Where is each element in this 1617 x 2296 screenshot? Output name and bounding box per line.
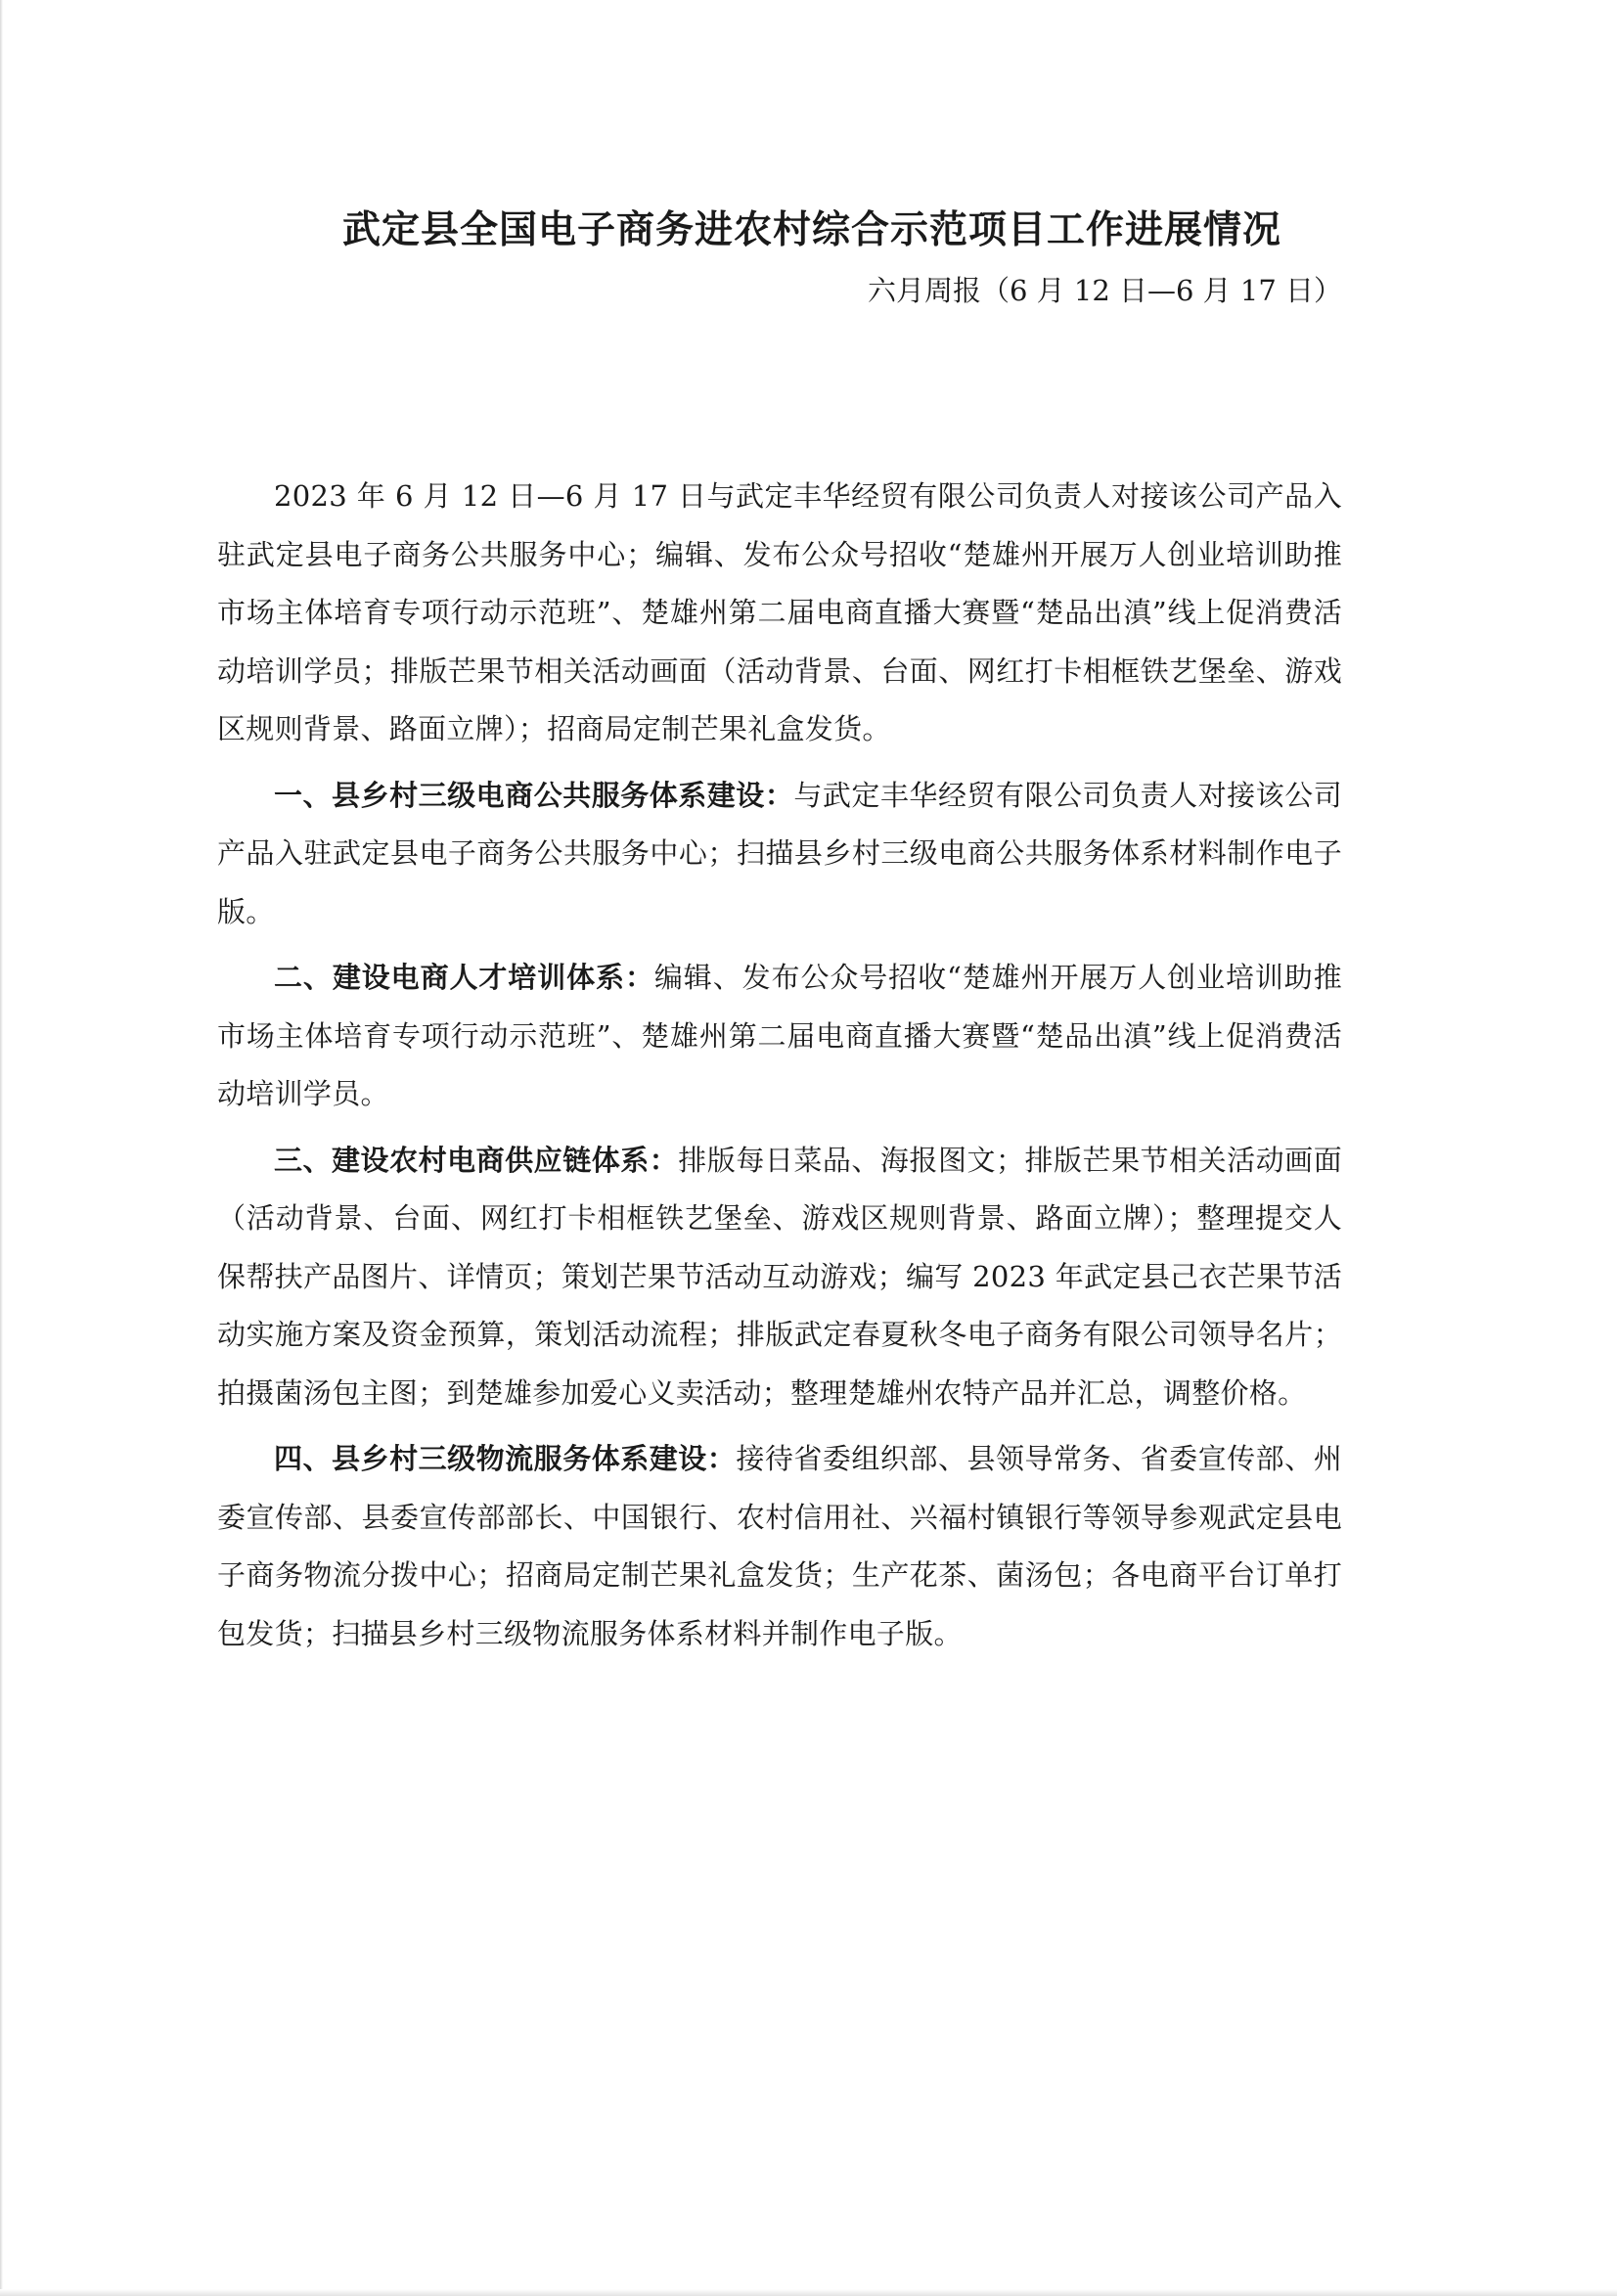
section-3-heading: 三、建设农村电商供应链体系： xyxy=(274,1143,679,1177)
section-4-heading: 四、县乡村三级物流服务体系建设： xyxy=(274,1442,737,1475)
section-1-heading: 一、县乡村三级电商公共服务体系建设： xyxy=(274,778,794,812)
scan-edge-left xyxy=(0,0,3,2296)
section-3-text: 排版每日菜品、海报图文；排版芒果节相关活动画面（活动背景、台面、网红打卡相框铁艺堡垒、游戏区规则背景、路面立牌）；整理提交人保帮扶产品图片、详情页；策划芒果节活动互动游戏；编写 2023 年武定县己衣芒果节活动实施方案及资金预算，策划活动流程；排版武定春夏秋冬电子商务有限公司领导名片；拍摄菌汤包主图；到楚雄参加爱心义卖活动；整理楚雄州农特产品并汇总，调整价格。 xyxy=(217,1143,1343,1410)
section-3-paragraph xyxy=(217,1132,1342,1423)
document-body xyxy=(217,468,1342,1671)
intro-paragraph: 2023 年 6 月 12 日—6 月 17 日与武定丰华经贸有限公司负责人对接该公司产品入驻武定县电子商务公共服务中心；编辑、发布公众号招收“楚雄州开展万人创业培训助推市场主体培育专项行动示范班”、楚雄州第二届电商直播大赛暨“楚品出滇”线上促消费活动培训学员；排版芒果节相关活动画面（活动背景、台面、网红打卡相框铁艺堡垒、游戏区规则背景、路面立牌）；招商局定制芒果礼盒发货。 xyxy=(217,479,1342,745)
section-2-heading: 二、建设电商人才培训体系： xyxy=(274,961,654,994)
document-subtitle: 六月周报（6 月 12 日—6 月 17 日） xyxy=(867,274,1342,307)
section-4-paragraph xyxy=(217,1430,1342,1663)
section-2-text: 编辑、发布公众号招收“楚雄州开展万人创业培训助推市场主体培育专项行动示范班”、楚雄州第二届电商直播大赛暨“楚品出滇”线上促消费活动培训学员。 xyxy=(217,961,1342,1110)
scan-edge-bottom xyxy=(0,2289,1617,2296)
section-4-text: 接待省委组织部、县领导常务、省委宣传部、州委宣传部、县委宣传部部长、中国银行、农村信用社、兴福村镇银行等领导参观武定县电子商务物流分拨中心；招商局定制芒果礼盒发货；生产花茶、菌汤包；各电商平台订单打包发货；扫描县乡村三级物流服务体系材料并制作电子版。 xyxy=(217,1442,1342,1650)
document-title: 武定县全国电子商务进农村综合示范项目工作进展情况 xyxy=(341,208,1281,252)
section-1-paragraph xyxy=(217,767,1342,942)
section-1-text: 与武定丰华经贸有限公司负责人对接该公司产品入驻武定县电子商务公共服务中心；扫描县乡村三级电商公共服务体系材料制作电子版。 xyxy=(217,778,1343,928)
section-2-paragraph xyxy=(217,949,1342,1124)
